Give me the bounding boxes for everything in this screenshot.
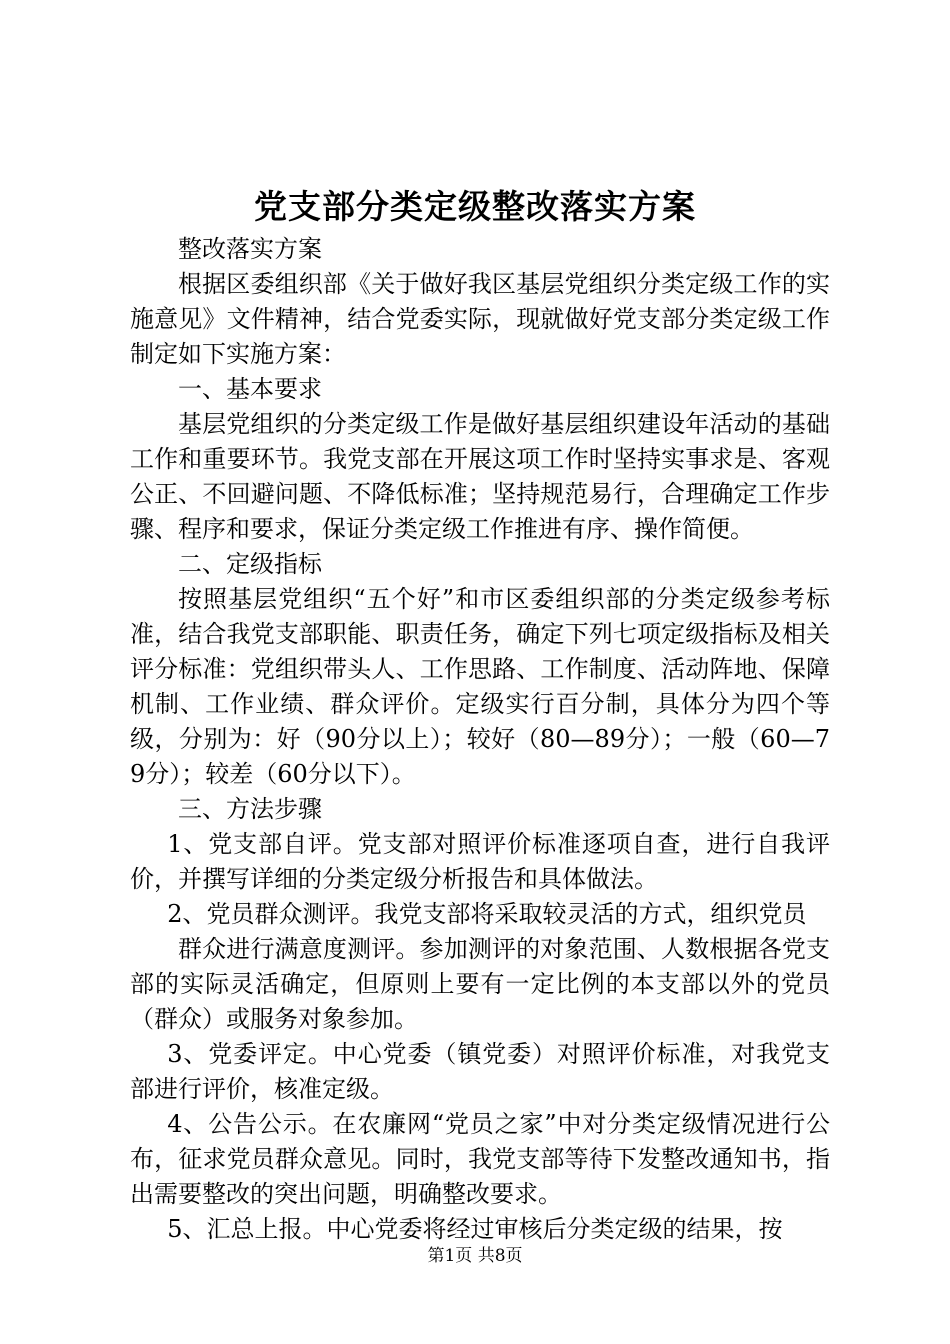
document-body: [130, 232, 830, 1247]
paragraph-step-1: 1、党支部自评。党支部对照评价标准逐项自查，进行自我评价，并撰写详细的分类定级分析报告和具体做法。: [130, 830, 830, 893]
paragraph-step-4: 4、公告公示。在农廉网“党员之家”中对分类定级情况进行公布，征求党员群众意见。同时，我党支部等待下发整改通知书，指出需要整改的突出问题，明确整改要求。: [130, 1110, 830, 1208]
paragraph-step-2-continued: 群众进行满意度测评。参加测评的对象范围、人数根据各党支部的实际灵活确定，但原则上要有一定比例的本支部以外的党员（群众）或服务对象参加。: [130, 935, 830, 1033]
paragraph-intro: 根据区委组织部《关于做好我区基层党组织分类定级工作的实施意见》文件精神，结合党委实际，现就做好党支部分类定级工作制定如下实施方案：: [130, 270, 830, 368]
paragraph-subtitle: 整改落实方案: [178, 235, 322, 263]
section-heading-basic-requirements: 一、基本要求: [178, 375, 322, 403]
paragraph-step-5: 5、汇总上报。中心党委将经过审核后分类定级的结果，按: [167, 1215, 783, 1243]
paragraph-step-3: 3、党委评定。中心党委（镇党委）对照评价标准，对我党支部进行评价，核准定级。: [130, 1040, 830, 1103]
paragraph-basic-requirements: 基层党组织的分类定级工作是做好基层组织建设年活动的基础工作和重要环节。我党支部在开展这项工作时坚持实事求是、客观公正、不回避问题、不降低标准；坚持规范易行，合理确定工作步骤、程序和要求，保证分类定级工作推进有序、操作简便。: [130, 410, 830, 543]
document-title: 党支部分类定级整改落实方案: [254, 187, 696, 226]
paragraph-step-2: 2、党员群众测评。我党支部将采取较灵活的方式，组织党员: [167, 900, 807, 928]
section-heading-grading-indicators: 二、定级指标: [178, 550, 322, 578]
page-number-footer: 第1页 共8页: [427, 1246, 523, 1266]
paragraph-grading-indicators: 按照基层党组织“五个好”和市区委组织部的分类定级参考标准，结合我党支部职能、职责任务，确定下列七项定级指标及相关评分标准：党组织带头人、工作思路、工作制度、活动阵地、保障机制、工作业绩、群众评价。定级实行百分制，具体分为四个等级，分别为：好（90分以上）；较好（80—89分）；一般（60—79分）；较差（60分以下）。: [130, 585, 830, 788]
section-heading-method-steps: 三、方法步骤: [178, 795, 322, 823]
